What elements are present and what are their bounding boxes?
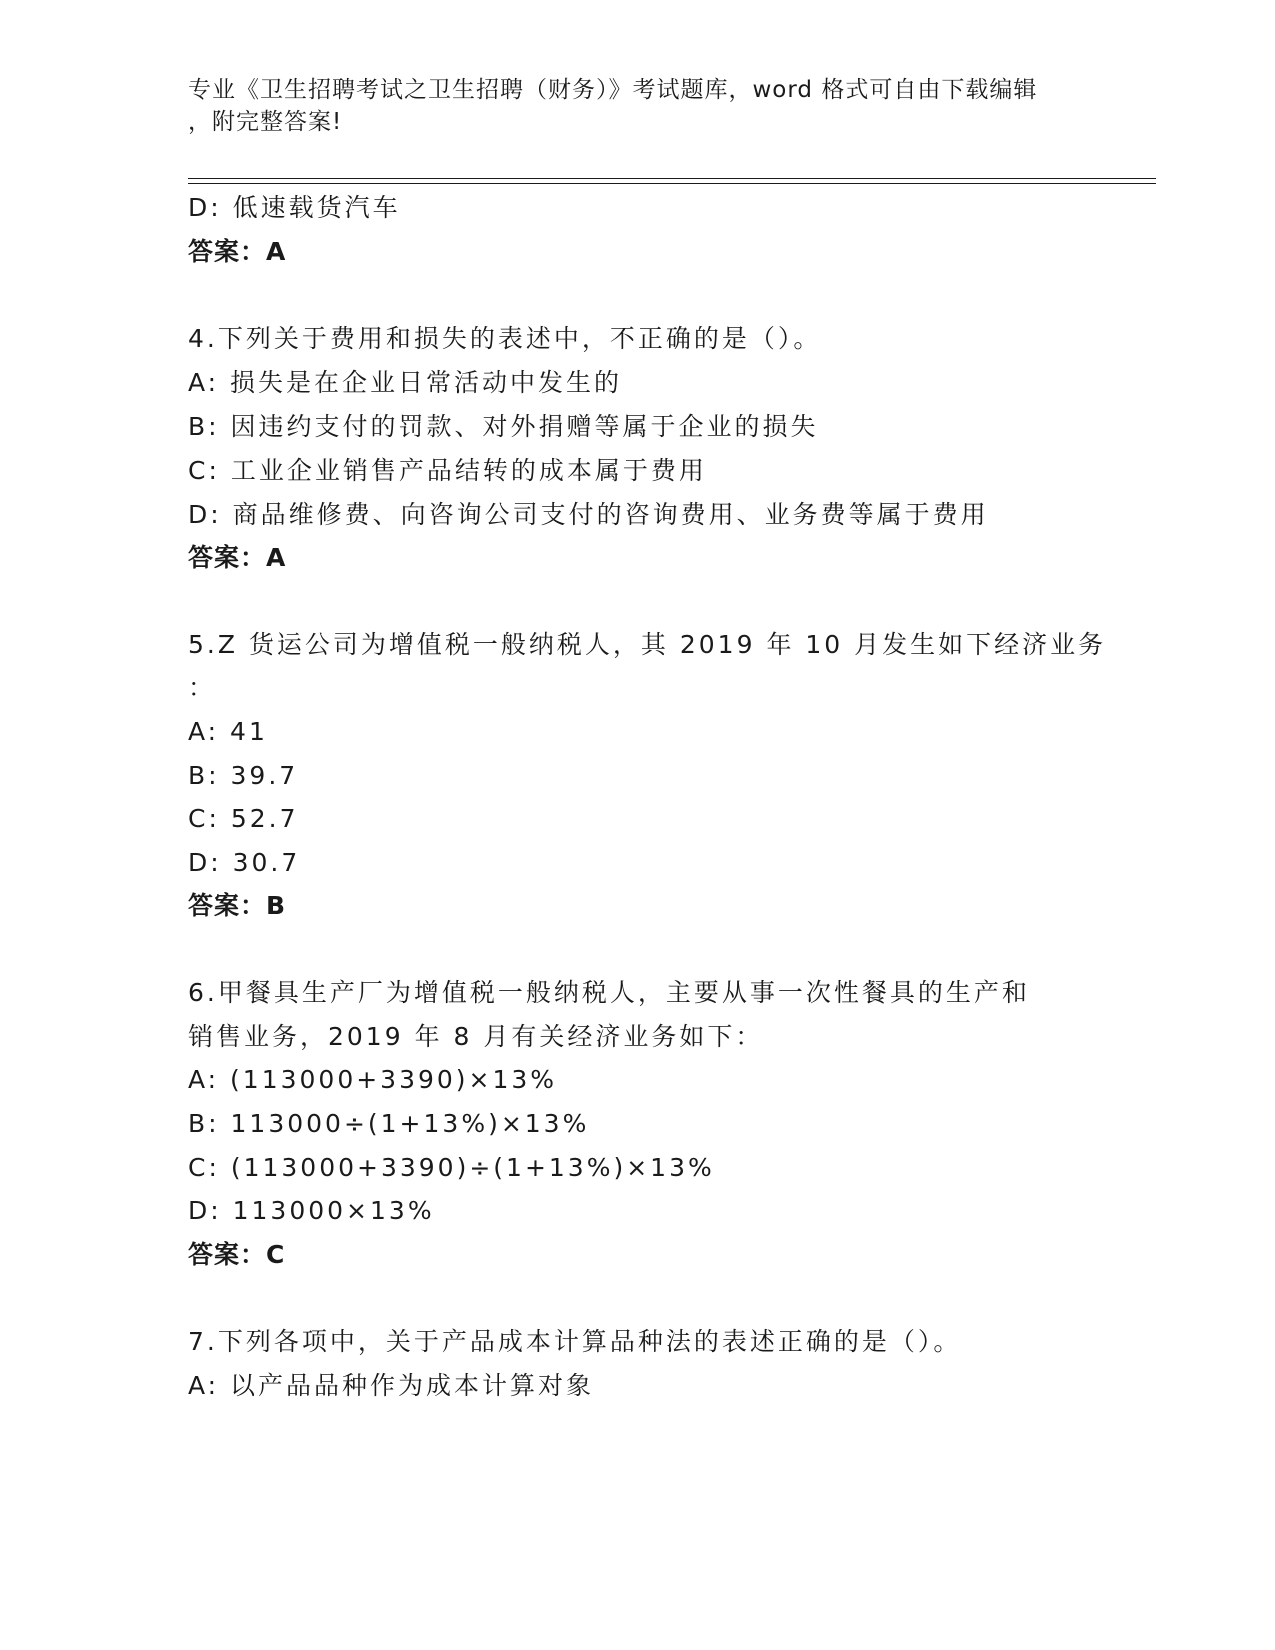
- q5-answer-value: B: [266, 891, 287, 920]
- q4-answer-label: 答案：: [188, 543, 267, 572]
- q5-answer-label: 答案：: [188, 891, 267, 920]
- q5-option-a: A: 41: [188, 717, 268, 746]
- q5-stem-line-2: ：: [188, 673, 217, 702]
- header-divider-bottom: [188, 183, 1156, 184]
- q7-option-a: A: 以产品品种作为成本计算对象: [188, 1371, 595, 1400]
- q4-option-b: B: 因违约支付的罚款、对外捐赠等属于企业的损失: [188, 412, 819, 441]
- q4-option-d: D: 商品维修费、向咨询公司支付的咨询费用、业务费等属于费用: [188, 500, 989, 529]
- q4-answer-value: A: [266, 543, 287, 572]
- q3-answer: [188, 236, 286, 268]
- q3-option-d: D: 低速载货汽车: [188, 193, 401, 222]
- q6-answer-value: C: [266, 1240, 286, 1269]
- q5-stem-line-1: 5.Z 货运公司为增值税一般纳税人，其 2019 年 10 月发生如下经济业务: [188, 630, 1107, 659]
- q6-answer-label: 答案：: [188, 1240, 267, 1269]
- q6-stem-line-1: 6.甲餐具生产厂为增值税一般纳税人，主要从事一次性餐具的生产和: [188, 978, 1030, 1007]
- q6-stem-line-2: 销售业务，2019 年 8 月有关经济业务如下：: [188, 1022, 764, 1051]
- q3-answer-label: 答案：: [188, 237, 267, 266]
- q3-answer-value: A: [266, 237, 287, 266]
- header-line-2: ，附完整答案!: [188, 109, 343, 135]
- header-divider-top: [188, 178, 1156, 179]
- q4-stem: 4.下列关于费用和损失的表述中，不正确的是（）。: [188, 324, 822, 353]
- q5-option-d: D: 30.7: [188, 848, 301, 877]
- header-line-1: 专业《卫生招聘考试之卫生招聘（财务）》考试题库，word 格式可自由下载编辑: [188, 77, 1038, 103]
- q6-option-d: D: 113000×13%: [188, 1196, 435, 1225]
- document-header: [188, 74, 1078, 138]
- q6-option-a: A: (113000+3390)×13%: [188, 1065, 558, 1094]
- q5-option-b: B: 39.7: [188, 761, 299, 790]
- q7-stem: 7.下列各项中，关于产品成本计算品种法的表述正确的是（）。: [188, 1327, 962, 1356]
- q5-answer: [188, 890, 286, 922]
- q5-option-c: C: 52.7: [188, 804, 299, 833]
- q6-option-c: C: (113000+3390)÷(1+13%)×13%: [188, 1153, 715, 1182]
- q6-answer: [188, 1239, 285, 1271]
- q4-option-c: C: 工业企业销售产品结转的成本属于费用: [188, 456, 707, 485]
- q4-answer: [188, 542, 286, 574]
- q4-option-a: A: 损失是在企业日常活动中发生的: [188, 368, 623, 397]
- q6-option-b: B: 113000÷(1+13%)×13%: [188, 1109, 590, 1138]
